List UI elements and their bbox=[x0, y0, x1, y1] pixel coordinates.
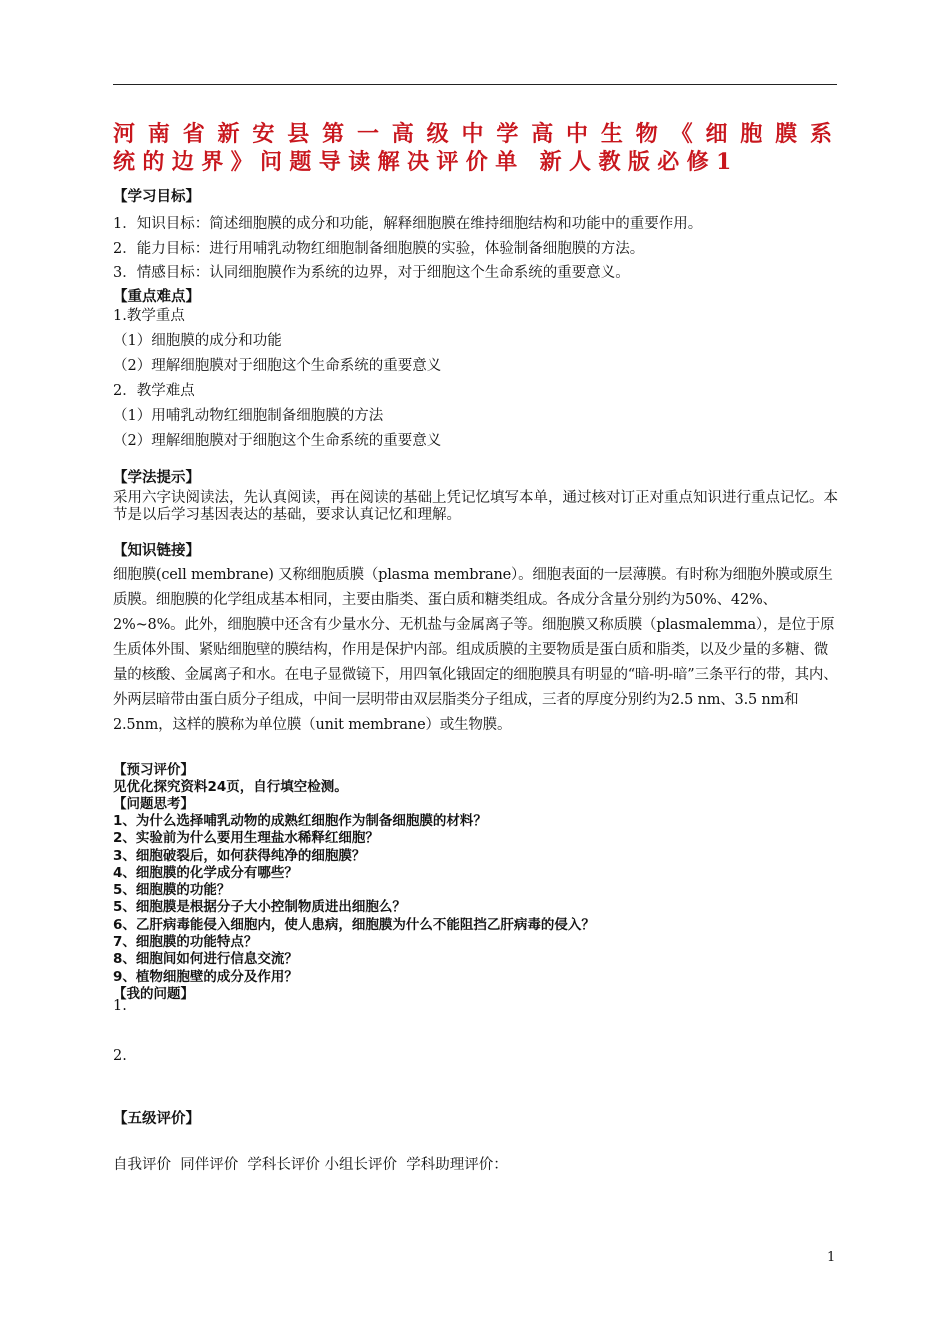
key-item-4: 2．教学难点 bbox=[113, 383, 195, 399]
title-line-2: 统的边界》问题导读解决评价单 新人教版必修1 bbox=[113, 149, 739, 175]
question-item: 6、乙肝病毒能侵入细胞内，使人患病，细胞膜为什么不能阻挡乙肝病毒的侵入？ bbox=[113, 916, 595, 933]
question-item: 9、植物细胞壁的成分及作用？ bbox=[113, 968, 298, 985]
evaluation-heading: 【五级评价】 bbox=[113, 1111, 200, 1127]
question-item: 8、细胞间如何进行信息交流？ bbox=[113, 951, 298, 968]
key-item-1: 1.教学重点 bbox=[113, 308, 185, 324]
questions-heading: 【问题思考】 bbox=[113, 796, 194, 812]
document-title bbox=[113, 120, 838, 176]
method-text: 采用六字诀阅读法，先认真阅读，再在阅读的基础上凭记忆填写本单，通过核对订正对重点知识进行重点记忆。本节是以后学习基因表达的基础，要求认真记忆和理解。 bbox=[113, 490, 838, 523]
knowledge-text: 细胞膜(cell membrane) 又称细胞质膜（plasma membrane）。细胞表面的一层薄膜。有时称为细胞外膜或原生质膜。细胞膜的化学组成基本相同，主要由脂类、蛋白质和糖类组成。各成分含量分别约为50%、42%、2%~8%。此外，细胞膜中还含有少量水分、无机盐与金属离子等。细胞膜又称质膜（plasmalemma），是位于原生质体外围、紧贴细胞壁的膜结构，作用是保护内部。组成质膜的主要物质是蛋白质和脂类，以及少量的多糖、微量的核酸、金属离子和水。在电子显微镜下，用四氧化锇固定的细胞膜具有明显的“暗-明-暗”三条平行的带，其内、外两层暗带由蛋白质分子组成，中间一层明带由双层脂类分子组成，三者的厚度分别约为2.5 nm、3.5 nm和2.5nm，这样的膜称为单位膜（unit membrane）或生物膜。 bbox=[113, 567, 838, 733]
question-item: 4、细胞膜的化学成分有哪些？ bbox=[113, 864, 298, 881]
question-item: 5、细胞膜是根据分子大小控制物质进出细胞么？ bbox=[113, 899, 406, 916]
question-item: 1、为什么选择哺乳动物的成熟红细胞作为制备细胞膜的材料？ bbox=[113, 813, 487, 829]
key-points-heading: 【重点难点】 bbox=[113, 289, 200, 305]
questions-list bbox=[113, 813, 838, 986]
goals-list bbox=[113, 212, 838, 286]
page-number: 1 bbox=[827, 1250, 836, 1265]
title-line-1: 河南省新安县第一高级中学高中生物《细胞膜系 bbox=[113, 121, 838, 147]
preview-heading: 【预习评价】 bbox=[113, 762, 194, 778]
question-item: 7、细胞膜的功能特点？ bbox=[113, 934, 258, 951]
knowledge-heading: 【知识链接】 bbox=[113, 543, 200, 559]
key-item-6: （2）理解细胞膜对于细胞这个生命系统的重要意义 bbox=[113, 433, 442, 449]
goal-item-2: 2．能力目标：进行用哺乳动物红细胞制备细胞膜的实验，体验制备细胞膜的方法。 bbox=[113, 240, 645, 257]
key-item-5: （1）用哺乳动物红细胞制备细胞膜的方法 bbox=[113, 408, 384, 424]
key-points-list bbox=[113, 304, 838, 454]
goals-heading: 【学习目标】 bbox=[113, 189, 200, 205]
goal-item-1: 1．知识目标：简述细胞膜的成分和功能，解释细胞膜在维持细胞结构和功能中的重要作用。 bbox=[113, 216, 703, 232]
goal-item-3: 3．情感目标：认同细胞膜作为系统的边界，对于细胞这个生命系统的重要意义。 bbox=[113, 265, 630, 281]
question-item: 3、细胞破裂后，如何获得纯净的细胞膜？ bbox=[113, 847, 366, 864]
key-item-3: （2）理解细胞膜对于细胞这个生命系统的重要意义 bbox=[113, 358, 442, 374]
evaluation-text: 自我评价 同伴评价 学科长评价 小组长评价 学科助理评价： bbox=[113, 1157, 508, 1173]
question-item: 5、细胞膜的功能？ bbox=[113, 882, 231, 899]
header-rule bbox=[113, 84, 837, 85]
method-heading: 【学法提示】 bbox=[113, 470, 200, 486]
my-question-2: 2. bbox=[113, 1048, 127, 1064]
key-item-2: （1）细胞膜的成分和功能 bbox=[113, 333, 282, 349]
question-item: 2、实验前为什么要用生理盐水稀释红细胞？ bbox=[113, 830, 379, 847]
my-question-1: 1. bbox=[113, 998, 127, 1014]
my-questions-heading: 【我的问题】 bbox=[113, 986, 194, 1002]
preview-text: 见优化探究资料24页，自行填空检测。 bbox=[113, 779, 348, 795]
